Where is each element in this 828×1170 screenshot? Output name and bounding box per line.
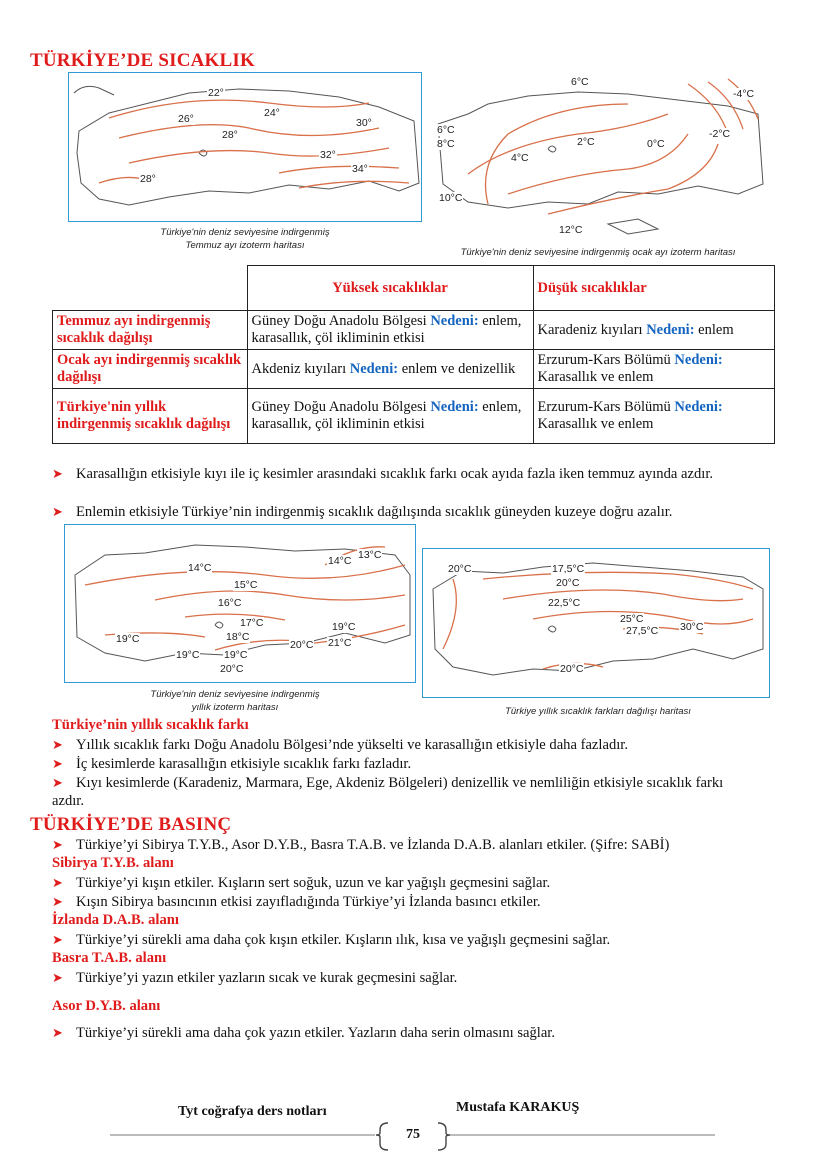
reason-label: Nedeni: <box>349 360 399 377</box>
temperature-distribution-table <box>52 265 775 444</box>
arrow-bullet-icon: ➤ <box>52 894 63 909</box>
bullet-item <box>52 836 792 854</box>
header-low: Düşük sıcaklıklar <box>533 266 774 311</box>
caption-line: yıllık izoterm haritası <box>191 702 279 713</box>
isotherm-label: 4°C <box>511 152 529 164</box>
isotherm-label: 6°C <box>437 124 455 136</box>
bullet-item <box>52 931 782 949</box>
bullet-item <box>52 503 782 521</box>
place-text: Erzurum-Kars Bölümü <box>537 352 675 368</box>
isotherm-label: 13°C <box>358 549 382 561</box>
caption-line: Temmuz ayı izoterm haritası <box>185 240 305 251</box>
place-text: Güney Doğu Anadolu Bölgesi <box>251 399 431 415</box>
footer-left: Tyt coğrafya ders notları <box>178 1104 327 1119</box>
turkey-map-outline <box>428 74 768 242</box>
bullet-text: Enlemin etkisiyle Türkiye’nin indirgenmiş sıcaklık dağılışında sıcaklık güneyden kuzeye doğru azalır. <box>76 504 673 520</box>
isotherm-label: 6°C <box>571 76 589 88</box>
arrow-bullet-icon: ➤ <box>52 466 63 481</box>
reason-label: Nedeni: <box>646 321 695 338</box>
arrow-bullet-icon: ➤ <box>52 1025 63 1040</box>
bullet-text: Yıllık sıcaklık farkı Doğu Anadolu Bölgesi’nde yükselti ve karasallığın etkisiyle daha fazladır. <box>76 737 628 753</box>
bullet-text: Türkiye’yi sürekli ama daha çok yazın etkiler. Yazların daha serin olmasını sağlar. <box>76 1025 556 1041</box>
isotherm-label: 22,5°C <box>548 597 581 609</box>
isotherm-label: 19°C <box>332 621 356 633</box>
arrow-bullet-icon: ➤ <box>52 932 63 947</box>
turkey-map-outline <box>423 549 769 697</box>
isotherm-label: 27,5°C <box>626 625 659 637</box>
place-text: Akdeniz kıyıları <box>251 360 350 377</box>
high-cell <box>247 311 533 350</box>
reason-label: Nedeni: <box>430 313 479 329</box>
isotherm-label: 14°C <box>328 555 352 567</box>
reason-label: Nedeni: <box>674 399 723 415</box>
bullet-text: Türkiye’yi sürekli ama daha çok kışın etkiler. Kışların ılık, kısa ve yağışlı geçmesini sağlar. <box>76 932 611 948</box>
arrow-bullet-icon: ➤ <box>52 756 63 771</box>
isotherm-label: 15°C <box>234 579 258 591</box>
july-isotherm-map <box>68 72 422 222</box>
map-caption: Türkiye'nin deniz seviyesine indirgenmiş ocak ayı izoterm haritası <box>460 247 736 258</box>
bullet-text: Türkiye’yi yazın etkiler yazların sıcak ve kurak geçmesini sağlar. <box>76 970 458 986</box>
section-title-pressure: TÜRKİYE’DE BASINÇ <box>30 814 232 835</box>
bullet-item <box>52 893 782 911</box>
row-label: Temmuz ayı indirgenmiş sıcaklık dağılışı <box>53 311 248 350</box>
isotherm-label: 28° <box>140 173 156 185</box>
reason-text: Karasallık ve enlem <box>537 416 654 432</box>
pressure-title: Asor D.Y.B. alanı <box>52 998 161 1014</box>
bullet-text: İç kesimlerde karasallığın etkisiyle sıcaklık farkı fazladır. <box>76 756 412 772</box>
reason-label: Nedeni: <box>674 352 723 368</box>
table-row <box>53 389 775 444</box>
january-isotherm-map <box>428 74 768 242</box>
isotherm-label: 12°C <box>559 224 583 236</box>
isotherm-label: 25°C <box>620 613 644 625</box>
isotherm-label: 14°C <box>188 562 212 574</box>
pressure-title: Sibirya T.Y.B. alanı <box>52 855 174 871</box>
annual-difference-title: Türkiye’nin yıllık sıcaklık farkı <box>52 717 249 733</box>
isotherm-label: 20°C <box>290 639 314 651</box>
table-corner-cell <box>53 266 248 311</box>
bullet-item <box>52 465 782 483</box>
isotherm-label: 18°C <box>226 631 250 643</box>
place-text: Karadeniz kıyıları <box>537 321 647 338</box>
bullet-text: Türkiye’yi kışın etkiler. Kışların sert soğuk, uzun ve kar yağışlı geçmesini sağlar. <box>76 875 551 891</box>
isotherm-label: 0°C <box>647 138 665 150</box>
bullet-item <box>52 1024 782 1042</box>
reason-text: enlem, karasallık, çöl ikliminin etkisi <box>251 399 522 432</box>
arrow-bullet-icon: ➤ <box>52 775 63 790</box>
row-label: Türkiye'nin yıllık indirgenmiş sıcaklık dağılışı <box>53 389 248 444</box>
table-row <box>53 311 775 350</box>
bullet-text: Karasallığın etkisiyle kıyı ile iç kesimler arasındaki sıcaklık farkı ocak ayıda fazla iken temmuz ayında azdır. <box>76 466 714 482</box>
isotherm-label: 28° <box>222 129 238 141</box>
reason-text: enlem, karasallık, çöl ikliminin etkisi <box>251 313 522 346</box>
annual-difference-map <box>422 548 770 698</box>
bullet-text: Türkiye’yi Sibirya T.Y.B., Asor D.Y.B., Basra T.A.B. ve İzlanda D.A.B. alanları etkiler. (Şifre: SABİ) <box>76 837 670 853</box>
reason-text: enlem ve denizellik <box>398 360 516 377</box>
isotherm-label: 24° <box>264 107 280 119</box>
isotherm-label: 10°C <box>439 192 463 204</box>
header-high: Yüksek sıcaklıklar <box>247 266 533 311</box>
isotherm-label: -4°C <box>733 88 755 100</box>
row-label: Ocak ayı indirgenmiş sıcaklık dağılışı <box>53 350 248 389</box>
map-caption <box>110 226 380 252</box>
low-cell <box>533 311 774 350</box>
isotherm-label: 17,5°C <box>552 563 585 575</box>
bullet-item <box>52 969 782 987</box>
reason-text: enlem <box>694 321 734 338</box>
caption-line: Türkiye'nin deniz seviyesine indirgenmiş <box>160 227 330 238</box>
map-caption: Türkiye yıllık sıcaklık farkları dağılışı haritası <box>505 706 691 717</box>
caption-line: Türkiye'nin deniz seviyesine indirgenmiş <box>150 689 320 700</box>
isotherm-label: 22° <box>208 87 224 99</box>
arrow-bullet-icon: ➤ <box>52 737 63 752</box>
isotherm-label: 21°C <box>328 637 352 649</box>
isotherm-label: 8°C <box>437 138 455 150</box>
arrow-bullet-icon: ➤ <box>52 837 63 852</box>
bullet-item <box>52 736 782 754</box>
table-row <box>53 350 775 389</box>
turkey-map-outline <box>69 73 421 221</box>
isotherm-label: 20°C <box>448 563 472 575</box>
isotherm-label: 20°C <box>560 663 584 675</box>
bullet-text: Kıyı kesimlerde (Karadeniz, Marmara, Ege, Akdeniz Bölgeleri) denizellik ve nemliliğin etkisiyle sıcaklık farkı azdır. <box>52 775 724 809</box>
isotherm-label: 34° <box>352 163 368 175</box>
annual-isotherm-map <box>64 524 416 683</box>
isotherm-label: 30° <box>356 117 372 129</box>
bullet-item <box>52 755 782 773</box>
arrow-bullet-icon: ➤ <box>52 970 63 985</box>
arrow-bullet-icon: ➤ <box>52 504 63 519</box>
arrow-bullet-icon: ➤ <box>52 875 63 890</box>
isotherm-label: 26° <box>178 113 194 125</box>
isotherm-label: 2°C <box>577 136 595 148</box>
section-title-temperature: TÜRKİYE’DE SICAKLIK <box>30 50 255 71</box>
high-cell <box>247 389 533 444</box>
bullet-item <box>52 874 782 892</box>
isotherm-label: 20°C <box>220 663 244 675</box>
isotherm-label: 19°C <box>116 633 140 645</box>
isotherm-label: 32° <box>320 149 336 161</box>
bullet-text: Kışın Sibirya basıncının etkisi zayıfladığında Türkiye’yi İzlanda basıncı etkiler. <box>76 894 541 910</box>
reason-text: Karasallık ve enlem <box>537 369 654 385</box>
table-header-row <box>53 266 775 311</box>
page-number: 75 <box>406 1127 420 1142</box>
place-text: Erzurum-Kars Bölümü <box>537 399 675 415</box>
bullet-item <box>52 774 752 810</box>
isotherm-label: 20°C <box>556 577 580 589</box>
pressure-title: İzlanda D.A.B. alanı <box>52 912 179 928</box>
pressure-title: Basra T.A.B. alanı <box>52 950 167 966</box>
map-caption <box>100 688 370 714</box>
low-cell <box>533 389 774 444</box>
place-text: Güney Doğu Anadolu Bölgesi <box>251 313 431 329</box>
reason-label: Nedeni: <box>430 399 479 415</box>
footer-right: Mustafa KARAKUŞ <box>456 1100 580 1115</box>
isotherm-label: 30°C <box>680 621 704 633</box>
high-cell <box>247 350 533 389</box>
isotherm-label: 19°C <box>176 649 200 661</box>
isotherm-label: 16°C <box>218 597 242 609</box>
isotherm-label: 17°C <box>240 617 264 629</box>
low-cell <box>533 350 774 389</box>
isotherm-label: 19°C <box>224 649 248 661</box>
isotherm-label: -2°C <box>709 128 731 140</box>
